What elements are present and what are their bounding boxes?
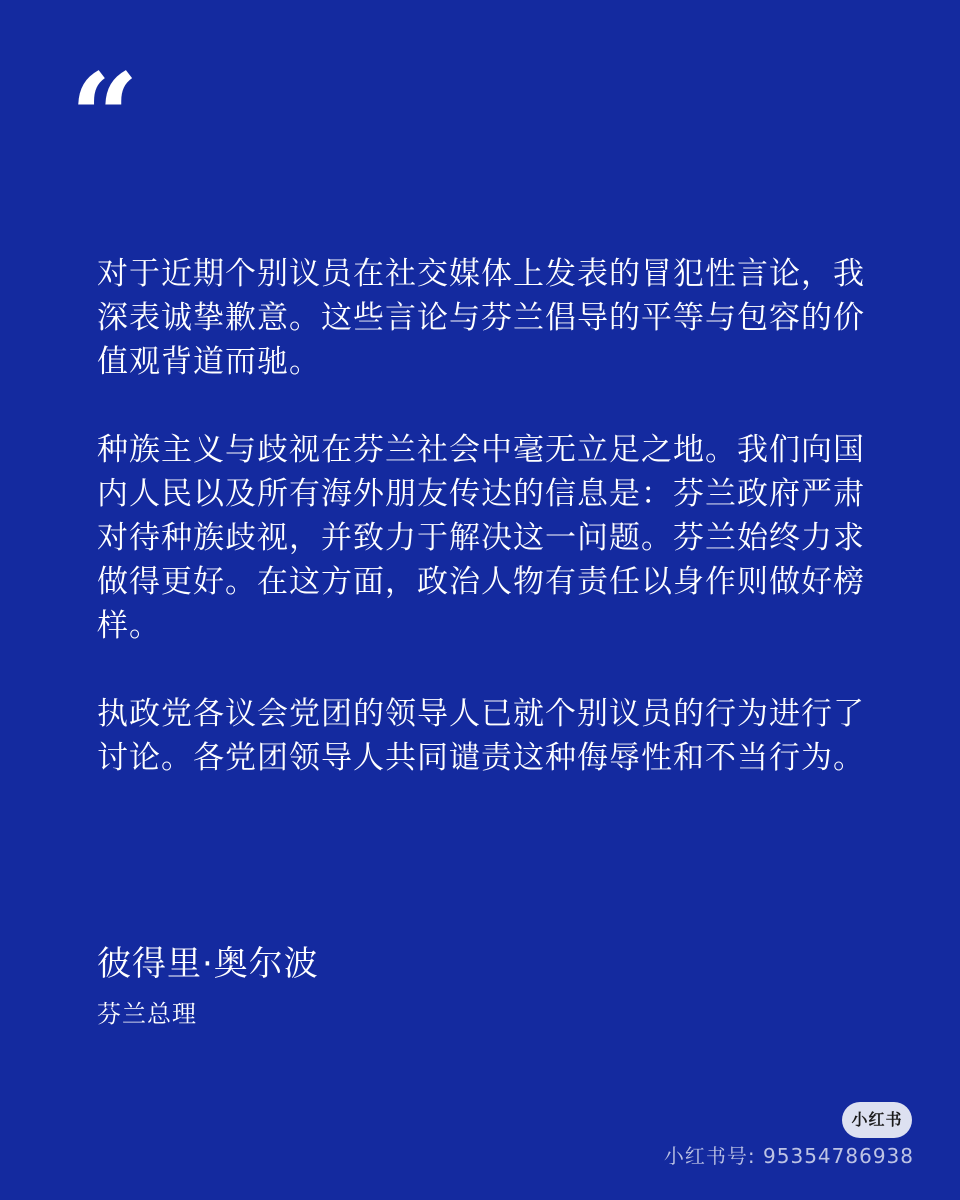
signer-title: 芬兰总理 [97,1000,197,1028]
xiaohongshu-logo-badge: 小红书 [842,1102,912,1138]
signer-name: 彼得里·奥尔波 [97,944,319,984]
signature-block [97,940,319,1030]
statement-paragraph-3: 执政党各议会党团的领导人已就个别议员的行为进行了讨论。各党团领导人共同谴责这种侮辱性和不当行为。 [97,696,865,776]
statement-body [97,252,887,780]
statement-paragraph-1: 对于近期个别议员在社交媒体上发表的冒犯性言论，我深表诚挚歉意。这些言论与芬兰倡导的平等与包容的价值观背道而驰。 [97,256,865,380]
statement-paragraph-2: 种族主义与歧视在芬兰社会中毫无立足之地。我们向国内人民以及所有海外朋友传达的信息是：芬兰政府严肃对待种族歧视，并致力于解决这一问题。芬兰始终力求做得更好。在这方面，政治人物有责任以身作则做好榜样。 [97,432,865,644]
quote-mark-icon: “ [70,47,134,188]
watermark-account-id: 小红书号: 95354786938 [663,1144,914,1168]
